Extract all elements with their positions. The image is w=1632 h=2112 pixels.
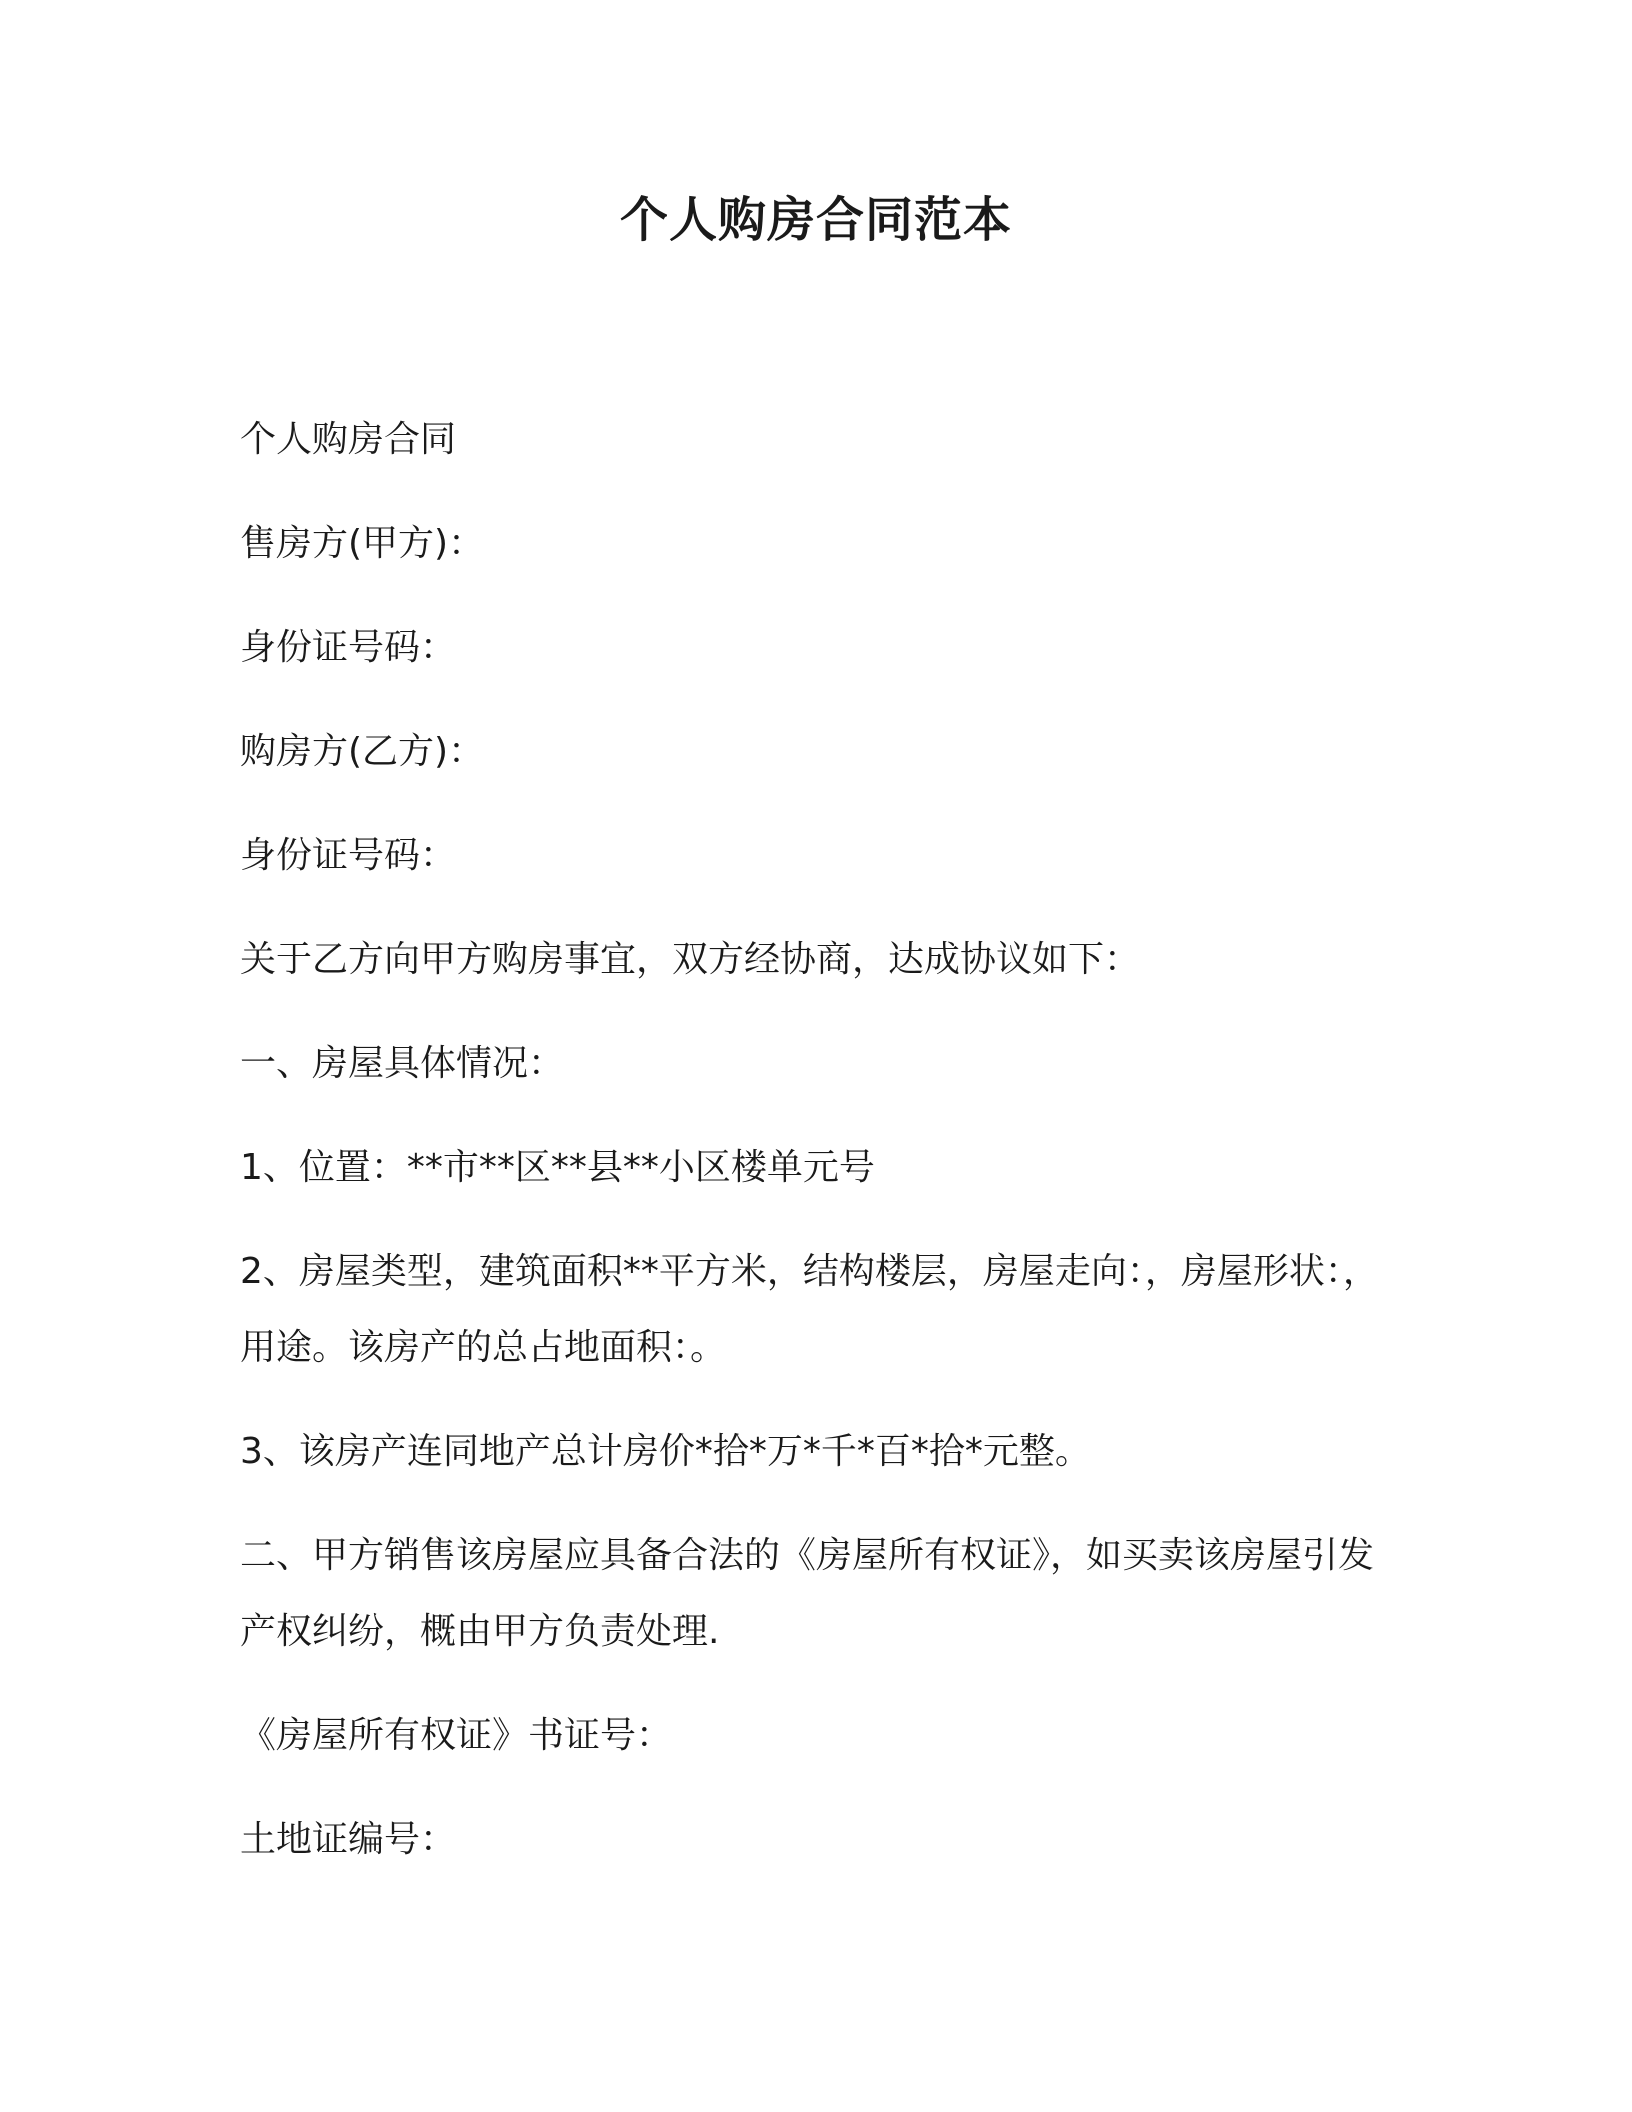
paragraph-seller-id: 身份证号码：	[240, 627, 457, 668]
paragraph-contract-heading: 个人购房合同	[240, 419, 457, 460]
paragraph-price: 3、该房产连同地产总计房价*拾*万*千*百*拾*元整。	[240, 1431, 1091, 1472]
paragraph-seller: 售房方(甲方)：	[240, 523, 485, 564]
paragraph-land-cert: 土地证编号：	[240, 1819, 457, 1860]
paragraph-location: 1、位置：**市**区**县**小区楼单元号	[240, 1147, 875, 1188]
document-body	[240, 414, 1390, 1918]
paragraph-house-type: 2、房屋类型，建筑面积**平方米，结构楼层，房屋走向：，房屋形状：，用途。该房产的总占地面积：。	[240, 1251, 1379, 1368]
paragraph-buyer: 购房方(乙方)：	[240, 731, 485, 772]
paragraph-section-one: 一、房屋具体情况：	[240, 1043, 565, 1084]
document-title: 个人购房合同范本	[619, 192, 1012, 248]
paragraph-section-two: 二、甲方销售该房屋应具备合法的《房屋所有权证》，如买卖该房屋引发产权纠纷，概由甲方负责处理.	[240, 1535, 1375, 1652]
paragraph-ownership-cert: 《房屋所有权证》书证号：	[240, 1715, 673, 1756]
paragraph-agreement-intro: 关于乙方向甲方购房事宜，双方经协商，达成协议如下：	[240, 939, 1141, 980]
paragraph-buyer-id: 身份证号码：	[240, 835, 457, 876]
